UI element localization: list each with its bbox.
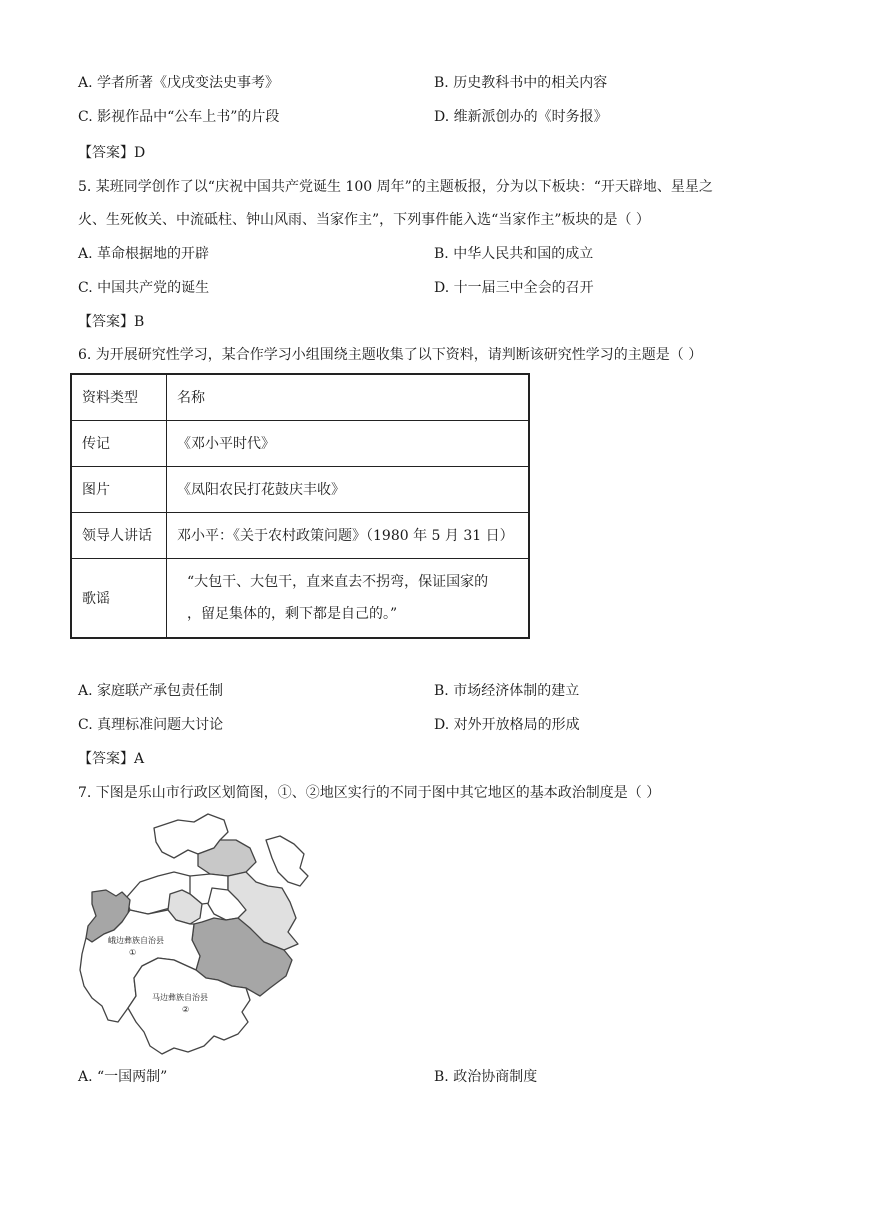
q4-answer: 【答案】D	[78, 145, 146, 161]
q6-option-c: C. 真理标准问题大讨论	[78, 717, 224, 733]
q6-source-table	[70, 373, 530, 639]
q5-stem-line2: 火、生死攸关、中流砥柱、钟山风雨、当家作主”，下列事件能入选“当家作主”板块的是（ ）	[78, 212, 650, 228]
map-region-northeast	[266, 836, 308, 886]
q5-answer: 【答案】B	[78, 314, 145, 330]
map-label-mabian: 马边彝族自治县	[152, 993, 208, 1002]
table-row	[71, 558, 529, 638]
table-cell-name: 《凤阳农民打花鼓庆丰收》	[167, 466, 530, 512]
q7-stem: 7. 下图是乐山市行政区划简图，①、②地区实行的不同于图中其它地区的基本政治制度是（ ）	[78, 785, 661, 801]
table-header-name: 名称	[167, 374, 530, 420]
q5-stem-line1: 5. 某班同学创作了以“庆祝中国共产党诞生 100 周年”的主题板报，分为以下板块：“开天辟地、星星之	[78, 179, 713, 195]
table-header-row	[71, 374, 529, 420]
table-row	[71, 512, 529, 558]
q5-option-a: A. 革命根据地的开辟	[78, 246, 210, 262]
q4-option-d: D. 维新派创办的《时务报》	[434, 109, 608, 125]
table-cell-type: 图片	[71, 466, 167, 512]
q5-option-b: B. 中华人民共和国的成立	[434, 246, 594, 262]
table-cell-name	[167, 558, 530, 638]
map-mark-1: ①	[129, 948, 137, 957]
q7-option-a: A. “一国两制”	[78, 1069, 168, 1085]
table-cell-name: 《邓小平时代》	[167, 420, 530, 466]
q7-option-b: B. 政治协商制度	[434, 1069, 538, 1085]
table-cell-type: 传记	[71, 420, 167, 466]
table-row	[71, 466, 529, 512]
q6-option-a: A. 家庭联产承包责任制	[78, 683, 224, 699]
q6-answer: 【答案】A	[78, 751, 145, 767]
table-header-type: 资料类型	[71, 374, 167, 420]
q5-option-c: C. 中国共产党的诞生	[78, 280, 210, 296]
map-mark-2: ②	[182, 1005, 190, 1014]
table-cell-name: 邓小平：《关于农村政策问题》（1980 年 5 月 31 日）	[167, 512, 530, 558]
table-cell-type: 歌谣	[71, 558, 167, 638]
map-label-ebian: 峨边彝族自治县	[108, 936, 164, 945]
table-row	[71, 420, 529, 466]
q5-option-d: D. 十一届三中全会的召开	[434, 280, 594, 296]
ballad-line1: “大包干、大包干，直来直去不拐弯，保证国家的	[187, 573, 489, 590]
ballad-line2: ，留足集体的，剩下都是自己的。”	[187, 605, 398, 622]
q4-option-a: A. 学者所著《戊戌变法史事考》	[78, 75, 280, 91]
leshan-district-map	[78, 810, 314, 1060]
q4-option-c: C. 影视作品中“公车上书”的片段	[78, 109, 280, 125]
q6-stem: 6. 为开展研究性学习，某合作学习小组围绕主题收集了以下资料，请判断该研究性学习的主题是（ ）	[78, 347, 703, 363]
table-cell-type: 领导人讲话	[71, 512, 167, 558]
q6-option-b: B. 市场经济体制的建立	[434, 683, 580, 699]
q4-option-b: B. 历史教科书中的相关内容	[434, 75, 608, 91]
q6-option-d: D. 对外开放格局的形成	[434, 717, 580, 733]
